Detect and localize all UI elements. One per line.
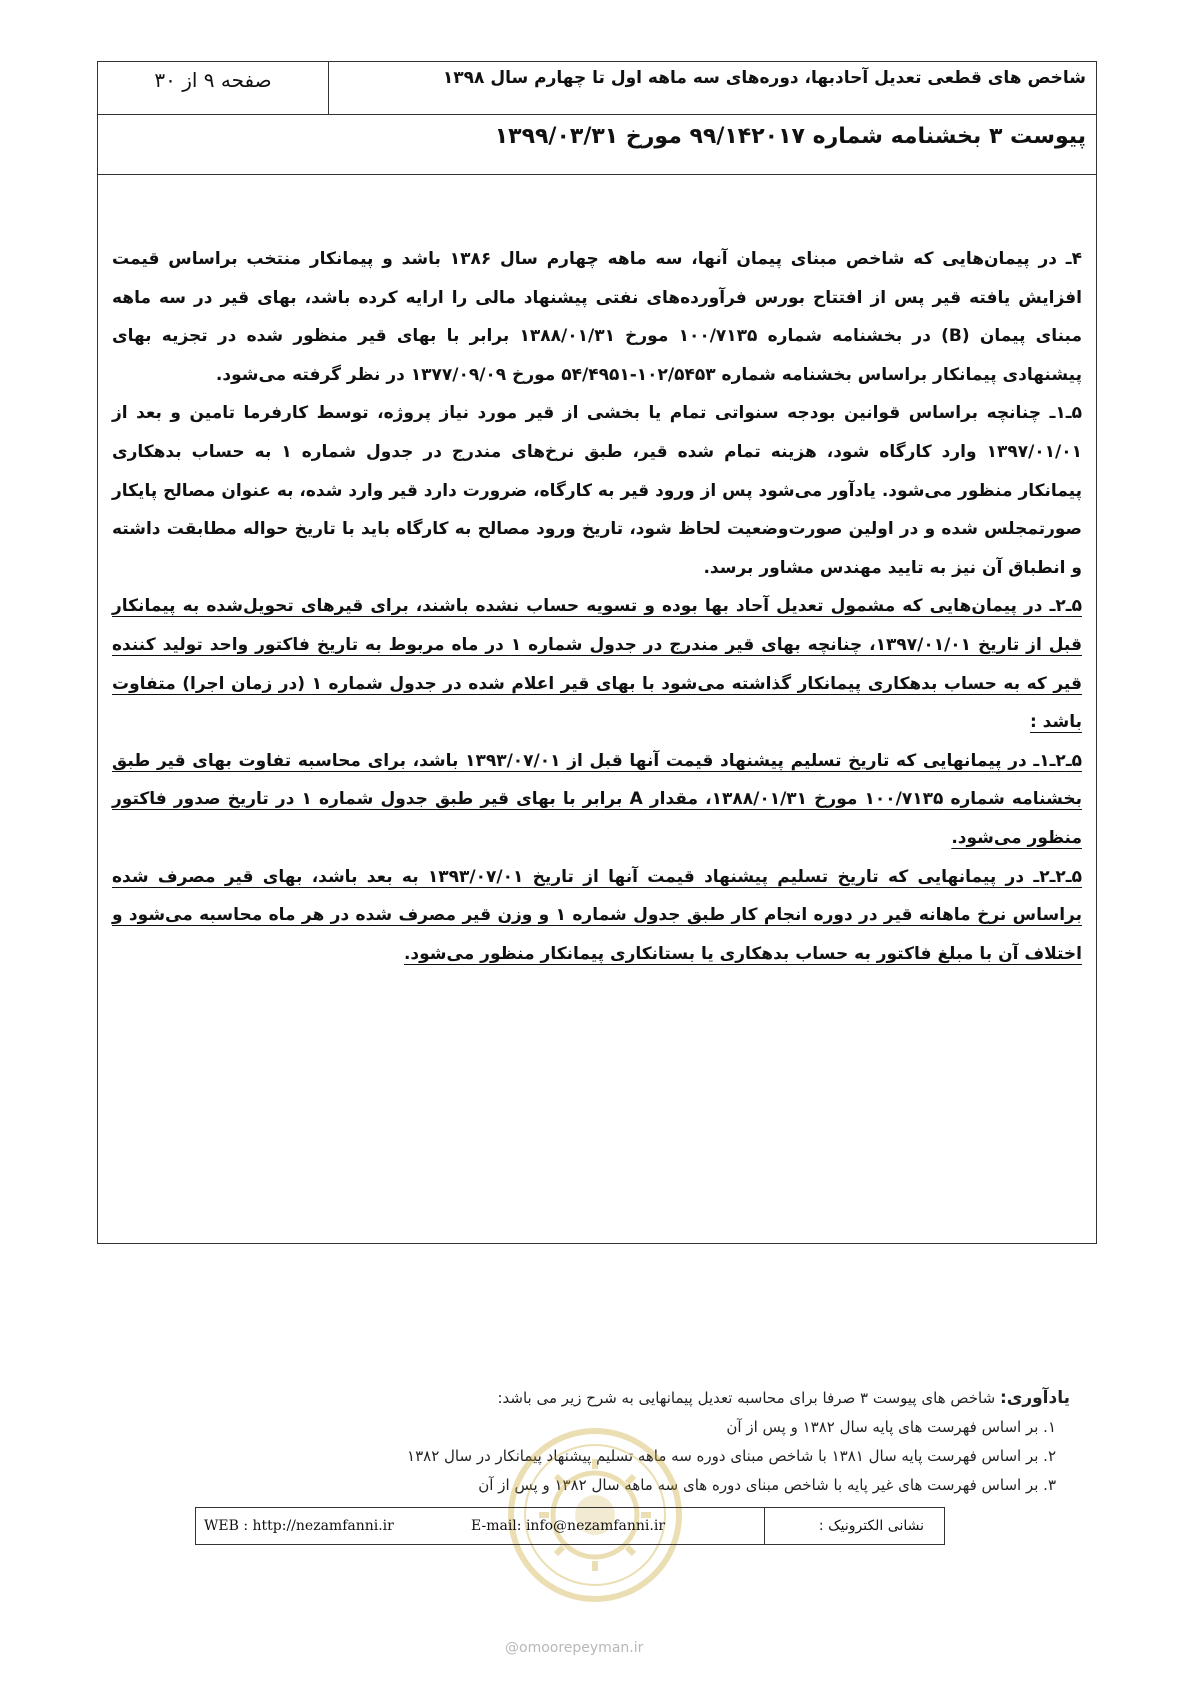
paragraph-5-2-1: ۵ـ۲ـ۱ـ در پیمانهایی که تاریخ تسلیم پیشنهاد قیمت آنها قبل از ۱۳۹۳/۰۷/۰۱ باشد، برای محاسبه تفاوت بهای قیر طبق بخشنامه شماره ۱۰۰/۷۱۳۵ مورخ ۱۳۸۸/۰۱/۳۱، مقدار A برابر با بهای قیر طبق جدول شماره ۱ در تاریخ صدور فاکتور منظور می‌شود. (112, 750, 1083, 848)
body-text (112, 240, 1082, 973)
footer-website[interactable]: WEB : http://nezamfanni.ir (204, 1518, 394, 1534)
paragraph-5-2: ۵ـ۲ـ در پیمان‌هایی که مشمول تعدیل آحاد بها بوده و تسویه حساب نشده باشند، برای قیرهای تحویل‌شده به پیمانکار قبل از تاریخ ۱۳۹۷/۰۱/۰۱، چنانچه بهای قیر مندرج در جدول شماره ۱ در ماه مربوط به تاریخ فاکتور واحد تولید کننده قیر که به حساب بدهکاری پیمانکار گذاشته می‌شود با بهای قیر اعلام شده در جدول شماره ۱ (در زمان اجرا) متفاوت باشد : (112, 596, 1082, 733)
subheader-row (98, 114, 1096, 175)
note-intro: شاخص های پیوست ۳ صرفا برای محاسبه تعدیل پیمانهایی به شرح زیر می باشد: (497, 1389, 1000, 1407)
document-frame (97, 61, 1097, 1244)
footer-email[interactable]: E-mail: info@nezamfanni.ir (471, 1518, 666, 1534)
header-divider (328, 62, 329, 114)
note-heading: یادآوری: (999, 1388, 1070, 1408)
document-subtitle: پیوست ۳ بخشنامه شماره ۹۹/۱۴۲۰۱۷ مورخ ۱۳۹۹/۰۳/۳۱ (494, 124, 1086, 149)
watermark-text: @omoorepeyman.ir (505, 1640, 644, 1656)
footer-contact-box (195, 1507, 945, 1545)
paragraph-5-1: ۵ـ۱ـ چنانچه براساس قوانین بودجه سنواتی تمام یا بخشی از قیر مورد نیاز پروژه، توسط کارفرما تامین و بعد از ۱۳۹۷/۰۱/۰۱ وارد کارگاه شود، هزینه تمام شده قیر، طبق نرخ‌های مندرج در جدول شماره ۱ به حساب بدهکاری پیمانکار منظور می‌شود. یادآور می‌شود پس از ورود قیر به کارگاه، ضرورت دارد قیر وارد شده، به عنوان مصالح پایکار صورتمجلس شده و در اولین صورت‌وضعیت لحاظ شود، تاریخ ورود مصالح به کارگاه باید با تاریخ حواله مطابقت داشته و انطباق آن نیز به تایید مهندس مشاور برسد. (112, 403, 1082, 578)
header-row (98, 62, 1096, 115)
document-title: شاخص های قطعی تعدیل آحادبها، دوره‌های سه ماهه اول تا چهارم سال ۱۳۹۸ (442, 68, 1086, 88)
note-item: ۲. بر اساس فهرست پایه سال ۱۳۸۱ با شاخص مبنای دوره سه ماهه تسلیم پیشنهاد پیمانکار در سال ۱۳۸۲ (407, 1447, 1056, 1465)
footer-label: نشانی الکترونیک : (764, 1508, 944, 1544)
paragraph-4: ۴ـ در پیمان‌هایی که شاخص مبنای پیمان آنها، سه ماهه چهارم سال ۱۳۸۶ باشد و پیمانکار منتخب براساس قیمت افزایش یافته قیر پس از افتتاح بورس فرآورده‌های نفتی پیشنهاد مالی را ارایه کرده باشد، بهای قیر در سه ماهه مبنای پیمان (B) در بخشنامه شماره ۱۰۰/۷۱۳۵ مورخ ۱۳۸۸/۰۱/۳۱ برابر با بهای قیر منظور شده در تجزیه بهای پیشنهادی پیمانکار براساس بخشنامه شماره ۱۰۲/۵۴۵۳-۵۴/۴۹۵۱ مورخ ۱۳۷۷/۰۹/۰۹ در نظر گرفته می‌شود. (112, 249, 1083, 385)
note-item: ۱. بر اساس فهرست های پایه سال ۱۳۸۲ و پس از آن (726, 1418, 1056, 1436)
paragraph-5-2-2: ۵ـ۲ـ۲ـ در پیمانهایی که تاریخ تسلیم پیشنهاد قیمت آنها از تاریخ ۱۳۹۳/۰۷/۰۱ به بعد باشد، بهای قیر مصرف شده براساس نرخ ماهانه قیر در دوره انجام کار طبق جدول شماره ۱ و وزن قیر مصرف شده در هر ماه محاسبه می‌شود و اختلاف آن با مبلغ فاکتور به حساب بدهکاری یا بستانکاری پیمانکار منظور می‌شود. (112, 866, 1082, 964)
page-number: صفحه ۹ از ۳۰ (154, 68, 272, 92)
note-item: ۳. بر اساس فهرست های غیر پایه با شاخص مبنای دوره های سه ماهه سال ۱۳۸۲ و پس از آن (478, 1476, 1056, 1494)
